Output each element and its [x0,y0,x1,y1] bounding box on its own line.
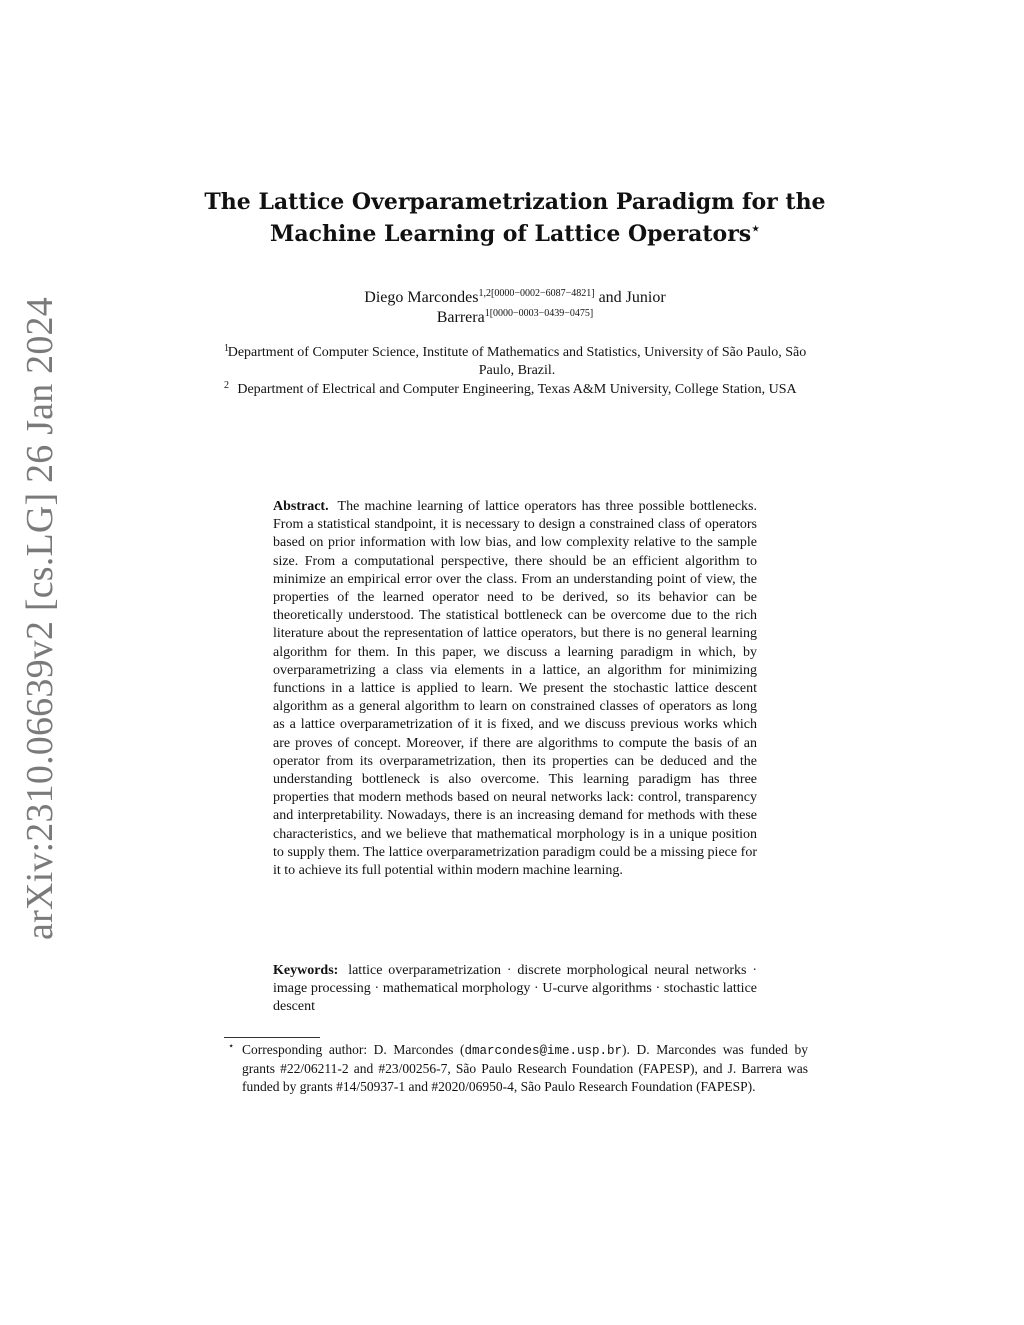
author-1-name: Diego Marcondes [364,289,479,306]
affiliation-1-text: Department of Computer Science, Institute of Mathematics and Statistics, University of São Paulo, São Paulo, Brazil. [227,345,807,378]
affiliation-2 [222,381,812,399]
affiliation-list [222,344,812,400]
paper-title [200,186,830,250]
author-1-affiliation-orcid: 1,2[0000−0002−6087−4821] [478,288,595,299]
affiliation-2-text: Department of Electrical and Computer Engineering, Texas A&M University, College Station, USA [237,382,797,397]
title-footnote-mark: ⋆ [751,221,760,237]
affiliation-1-mark: 1 [224,343,229,354]
title-line-1: The Lattice Overparametrization Paradigm for the [204,189,826,215]
corresponding-author-footnote [224,1041,808,1096]
keywords [273,962,757,1017]
abstract-label: Abstract. [273,499,329,514]
arxiv-identifier-stamp: arXiv:2310.06639v2 [cs.LG] 26 Jan 2024 [19,297,61,940]
affiliation-1 [222,344,812,380]
footnote-text-start: Corresponding author: D. Marcondes ( [242,1042,465,1057]
author-2-affiliation-orcid: 1[0000−0003−0439−0475] [484,308,594,319]
corresponding-email-link[interactable]: dmarcondes@ime.usp.br [464,1044,623,1058]
author-list [280,288,750,328]
author-connector: and Junior [594,289,666,306]
title-line-2-text: Machine Learning of Lattice Operators [270,221,752,247]
keywords-text: lattice overparametrization · discrete morphological neural networks · image processing · mathematical morphology · U-curve algorithms · stochastic lattice descent [273,963,757,1015]
footnote-mark: ⋆ [228,1041,235,1052]
footnote-divider [224,1037,320,1038]
author-2-name: Barrera [436,309,485,326]
keywords-label: Keywords: [273,963,339,978]
abstract-text: The machine learning of lattice operators has three possible bottlenecks. From a statistical standpoint, it is necessary to design a constrained class of operators based on prior information with low bias, and low complexity relative to the sample size. From a computational perspective, there should be an efficient algorithm to minimize an empirical error over the class. From an understanding point of view, the properties of the learned operator need to be derived, so its behavior can be theoretically understood. The statistical bottleneck can be overcome due to the rich literature about the representation of lattice operators, but there is no general learning algorithm for them. In this paper, we discuss a learning paradigm in which, by overparametrizing a class via elements in a lattice, an algorithm for minimizing functions in a lattice is applied to learn. We present the stochastic lattice descent algorithm as a general algorithm to learn on constrained classes of operators as long as a lattice overparametrization of it is fixed, and we discuss previous works which are proves of concept. Moreover, if there are algorithms to compute the basis of an operator from its overparametrization, then its properties can be deduced and the understanding bottleneck is also overcome. This learning paradigm has three properties that modern methods based on neural networks lack: control, transparency and interpretability. Nowadays, there is an increasing demand for methods with these characteristics, and we believe that mathematical morphology is in a unique position to supply them. The lattice overparametrization paradigm could be a missing piece for it to achieve its full potential within modern machine learning. [273,499,757,879]
affiliation-2-mark: 2 [224,380,229,391]
title-line-2 [200,218,830,250]
abstract [273,498,757,880]
footnote-text-end: ). D. Marcondes was funded by grants #22/06211-2 and #23/00256-7, São Paulo Research Foundation (FAPESP), and J. Barrera was funded by grants #14/50937-1 and #2020/06950-4, São Paulo Research Foundation (FAPESP). [242,1042,808,1094]
